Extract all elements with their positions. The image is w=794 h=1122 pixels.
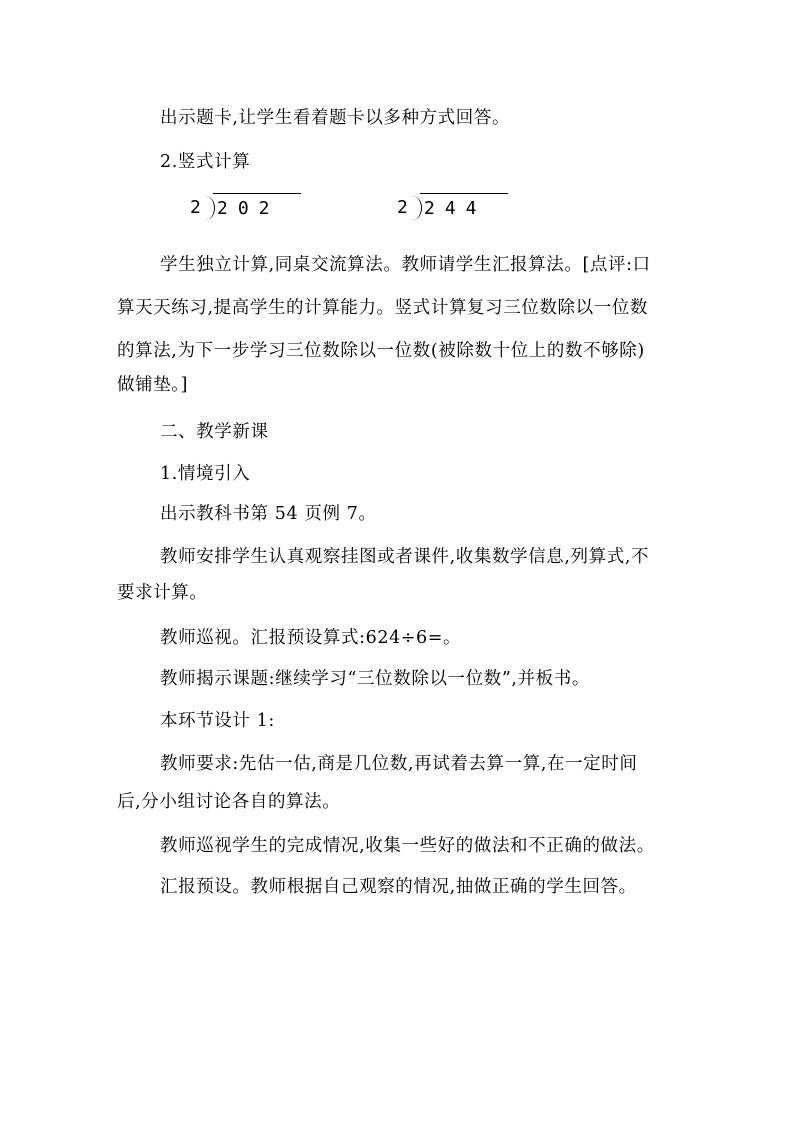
paragraph-line: 要求计算。	[117, 583, 208, 603]
paragraph-line: 教师安排学生认真观察挂图或者课件,收集数学信息,列算式,不	[160, 547, 650, 567]
paragraph-line: 汇报预设。教师根据自己观察的情况,抽做正确的学生回答。	[160, 877, 637, 897]
division-bracket	[410, 196, 422, 220]
paragraph-line: 算天天练习,提高学生的计算能力。竖式计算复习三位数除以一位数	[117, 298, 649, 318]
division-bar	[420, 193, 508, 194]
division-bracket	[203, 196, 215, 220]
paragraph-line: 教师巡视。汇报预设算式:624÷6=。	[160, 628, 462, 648]
paragraph-line: 后,分小组讨论各自的算法。	[117, 792, 341, 812]
section-heading: 1.情境引入	[160, 464, 251, 484]
divisor: 2	[190, 197, 201, 218]
divisor: 2	[397, 197, 408, 218]
section-heading: 二、教学新课	[160, 422, 269, 442]
dividend: 244	[424, 198, 487, 219]
paragraph-line: 出示题卡,让学生看着题卡以多种方式回答。	[160, 108, 511, 128]
paragraph-line: 教师要求:先估一估,商是几位数,再试着去算一算,在一定时间	[160, 754, 638, 774]
paragraph-line: 教师揭示课题:继续学习“三位数除以一位数”,并板书。	[160, 669, 590, 689]
division-bar	[213, 193, 301, 194]
paragraph-line: 出示教科书第 54 页例 7。	[160, 504, 377, 524]
paragraph-line: 本环节设计 1:	[160, 711, 275, 731]
dividend: 202	[217, 198, 280, 219]
paragraph-line: 做铺垫。]	[117, 375, 189, 395]
paragraph-line: 教师巡视学生的完成情况,收集一些好的做法和不正确的做法。	[160, 836, 655, 856]
paragraph-line: 学生独立计算,同桌交流算法。教师请学生汇报算法。[点评:口	[160, 255, 651, 275]
section-heading: 2.竖式计算	[160, 152, 251, 172]
paragraph-line: 的算法,为下一步学习三位数除以一位数(被除数十位上的数不够除)	[117, 341, 645, 361]
